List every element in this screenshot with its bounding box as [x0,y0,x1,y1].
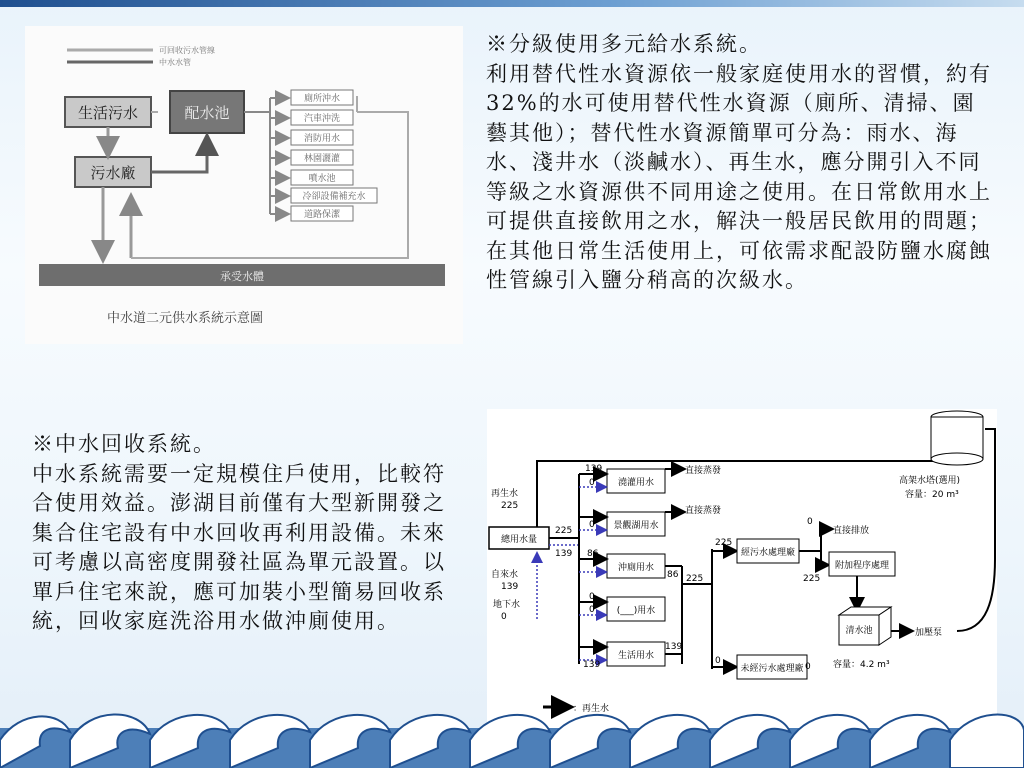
use-list [270,90,377,221]
legend-recycle-label: 可回收污水管線 [159,46,215,55]
clear-pool-capacity: 容量：4.2 m³ [833,660,890,670]
flow-value: 0 [589,605,595,615]
groundwater-label: 地下水 [493,600,521,610]
receiving-water-label: 承受水體 [220,270,264,283]
tap-water-value: 139 [501,582,519,592]
reclaimed-label: 再生水 [491,489,519,499]
legend-reclaimed: ：再生水 [573,704,610,714]
flow-value: 0 [589,520,595,530]
groundwater-value: 0 [501,612,507,622]
evaporation-label: 直接蒸發 [685,466,722,476]
flow-value: 139 [583,660,601,670]
evaporation-label: 直接蒸發 [685,506,722,516]
tower-capacity: 容量：20 m³ [905,490,959,500]
paragraph-tiered-water-supply [486,30,998,296]
clear-pool-label: 清水池 [845,626,873,636]
use-label: 冷卻設備補充水 [302,192,366,202]
flow-value: 139 [585,464,603,474]
paragraph-heading: ※中水回收系統。 [32,432,216,456]
use-label: 噴水池 [308,174,336,184]
sewage-plant-label: 污水廠 [90,164,136,182]
use-label: (___)用水 [616,606,656,616]
flow-value: 0 [807,517,813,527]
use-label: 沖廁用水 [617,563,655,573]
tower-label: 高架水塔(選用) [899,476,961,486]
flow-value: 225 [715,538,733,548]
flow-value: 0 [589,592,595,602]
legend-greywater-label: 中水水管 [159,58,191,67]
extra-process-label: 附加程序處理 [834,561,890,571]
direct-discharge-label: 直接排放 [833,526,870,536]
untreated-label: 未經污水處理廠 [740,664,804,674]
figure1-caption: 中水道二元供水系統示意圖 [106,311,264,326]
greywater-dual-supply-diagram [25,26,463,344]
flow-value: 0 [805,662,811,672]
paragraph-body: 利用替代性水資源依一般家庭使用水的習慣，約有32%的水可使用替代性水資源（廁所、清掃、園藝其他）；替代性水資源簡單可分為：雨水、海水、淺井水（淡鹹水）、再生水，應分開引入不同等級之水資源供不同用途之使用。在日常飲用水上可提供直接飲用之水，解決一般居民飲用的問題；在其他日常生活使用上，可依需求配設防鹽水腐蝕性管線引入鹽分稍高的次級水。 [486,61,992,292]
use-label: 廁所沖水 [303,94,341,104]
use-label: 汽車沖洗 [303,114,341,124]
flow-value: 0 [589,478,595,488]
flow-value: 86 [667,570,679,580]
domestic-sewage-label: 生活污水 [77,104,139,122]
title-bar-decoration [0,0,1024,7]
flow-value: 225 [555,526,573,536]
flow-value: 86 [587,549,599,559]
pump-label: 加壓泵 [915,628,943,638]
reclaimed-value: 225 [501,501,519,511]
flow-value: 139 [555,549,573,559]
tap-water-label: 自來水 [491,570,519,580]
flow-value: 0 [715,656,721,666]
use-label: 生活用水 [617,651,655,661]
paragraph-greywater-recycling [32,430,462,637]
use-label: 道路保潔 [303,210,341,220]
use-label: 消防用水 [303,134,341,144]
use-label: 景觀湖用水 [613,521,659,531]
distribution-pool-label: 配水池 [184,104,230,122]
use-label: 林園灑灌 [303,154,341,164]
paragraph-heading: ※分級使用多元給水系統。 [486,32,762,56]
wave-decoration [0,700,1024,768]
paragraph-body: 中水系統需要一定規模住戶使用，比較符合使用效益。澎湖目前僅有大型新開發之集合住宅設有中水回收再利用設備。未來可考慮以高密度開發社區為單元設置。以單戶住宅來說，應可加裝小型簡易回收系統，回收家庭洗浴用水做沖廁使用。 [32,461,446,633]
treated-label: 經污水處理廠 [740,548,796,558]
flow-value: 139 [665,642,683,652]
flow-value: 225 [686,574,704,584]
total-use-label: 總用水量 [500,535,538,545]
flow-value: 225 [803,574,821,584]
use-label: 澆灌用水 [617,478,655,488]
